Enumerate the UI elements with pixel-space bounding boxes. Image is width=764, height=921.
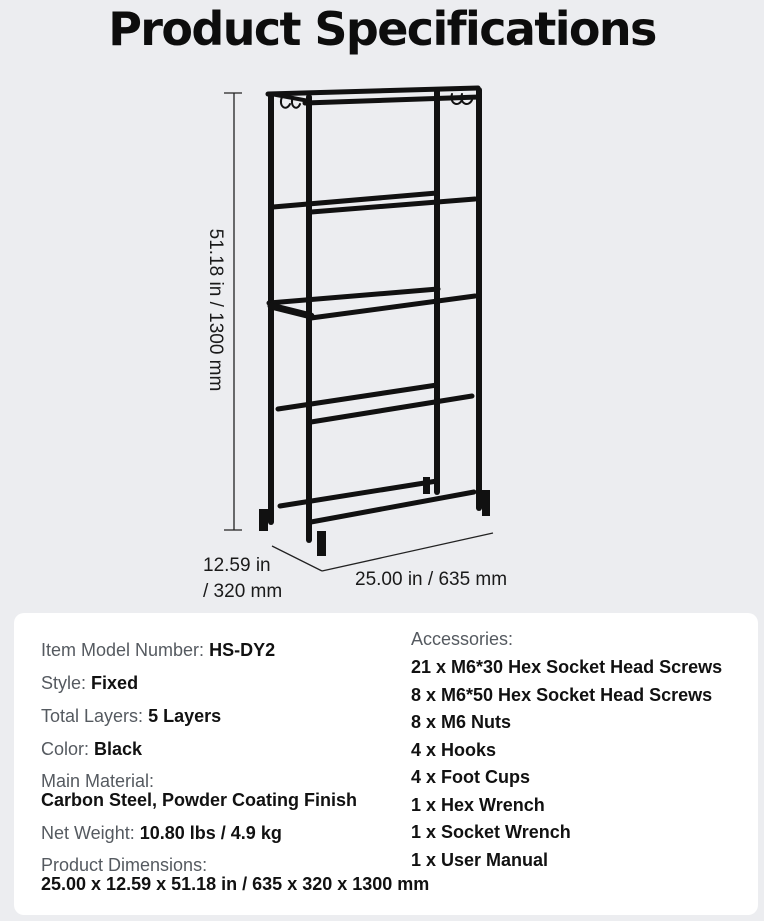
spec-style-value: Fixed bbox=[91, 673, 139, 693]
accessory-item: 1 x Hex Wrench bbox=[411, 794, 545, 815]
accessory-item: 8 x M6 Nuts bbox=[411, 712, 512, 732]
accessory-item: 21 x M6*30 Hex Socket Head Screws bbox=[411, 657, 723, 677]
shoe-rack-icon bbox=[268, 88, 479, 540]
spec-model bbox=[41, 641, 275, 660]
accessories-title: Accessories: bbox=[411, 629, 514, 649]
spec-model-label: Item Model Number: bbox=[41, 640, 205, 660]
spec-dimensions-label: Product Dimensions: bbox=[41, 855, 208, 875]
spec-layers-label: Total Layers: bbox=[41, 706, 144, 726]
spec-color-label: Color: bbox=[41, 739, 90, 759]
spec-material-label: Main Material: bbox=[41, 771, 155, 791]
accessory-item: 1 x User Manual bbox=[411, 849, 549, 870]
spec-material-value: Carbon Steel, Powder Coating Finish bbox=[41, 790, 358, 810]
width-label: 25.00 in / 635 mm bbox=[355, 569, 508, 590]
depth-label-metric: / 320 mm bbox=[203, 581, 283, 602]
depth-label: 12.59 in bbox=[203, 555, 271, 576]
spec-dimensions-value: 25.00 x 12.59 x 51.18 in / 635 x 320 x 1300 mm bbox=[41, 874, 430, 894]
height-label: 51.18 in / 1300 mm bbox=[205, 228, 226, 392]
spec-style-label: Style: bbox=[41, 673, 87, 693]
accessory-item: 8 x M6*50 Hex Socket Head Screws bbox=[411, 684, 713, 705]
accessory-item: 1 x Socket Wrench bbox=[411, 822, 571, 842]
width-dimension-line bbox=[322, 533, 493, 571]
spec-layers bbox=[41, 707, 221, 726]
spec-weight-label: Net Weight: bbox=[41, 823, 135, 843]
spec-color bbox=[41, 740, 142, 759]
accessory-item: 4 x Hooks bbox=[411, 739, 497, 760]
spec-card bbox=[14, 613, 758, 915]
spec-color-value: Black bbox=[94, 739, 143, 759]
spec-weight bbox=[41, 824, 282, 843]
page-title: Product Specifications bbox=[108, 2, 656, 56]
spec-style bbox=[41, 674, 138, 693]
accessory-item: 4 x Foot Cups bbox=[411, 767, 531, 787]
spec-model-value: HS-DY2 bbox=[209, 640, 276, 660]
spec-material bbox=[41, 772, 357, 810]
spec-layers-value: 5 Layers bbox=[148, 706, 222, 726]
depth-dimension-line bbox=[272, 546, 322, 571]
accessories-list bbox=[411, 657, 722, 877]
spec-dimensions bbox=[41, 856, 429, 894]
spec-weight-value: 10.80 lbs / 4.9 kg bbox=[139, 823, 282, 843]
